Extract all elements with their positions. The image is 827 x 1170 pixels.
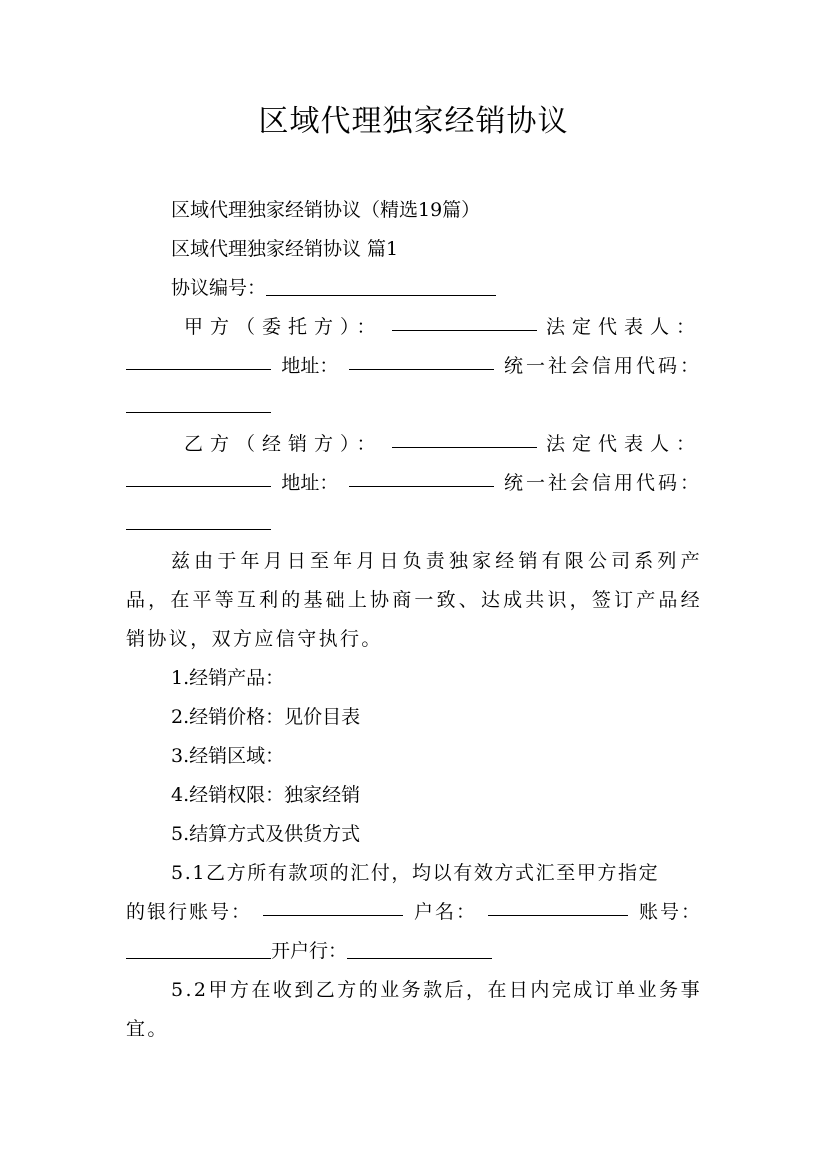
account-name-blank <box>488 893 628 916</box>
item-settlement: 5.结算方式及供货方式 <box>171 823 361 845</box>
item-region: 3.经销区域： <box>171 745 285 767</box>
account-name-label: 户名： <box>413 901 477 923</box>
document-subtitle: 区域代理独家经销协议（精选19篇） <box>171 199 481 221</box>
bank-branch-blank <box>347 936 492 959</box>
party-a-line-3 <box>126 386 702 425</box>
item-authority: 4.经销权限：独家经销 <box>171 784 361 806</box>
item-price: 2.经销价格：见价目表 <box>171 706 361 728</box>
party-b-address-label: 地址： <box>281 472 339 494</box>
intro-paragraph: 兹由于年月日至年月日负责独家经销有限公司系列产品，在平等互利的基础上协商一致、达成共识，签订产品经销协议，双方应信守执行。 <box>126 550 702 650</box>
party-a-legal-rep-label: 法定代表人： <box>545 316 702 338</box>
party-b-address-blank <box>349 464 494 487</box>
party-b-line-1 <box>126 425 702 464</box>
agreement-number-label: 协议编号： <box>171 277 267 299</box>
party-b-line-2 <box>126 464 702 503</box>
clause-5-1-line-2 <box>126 893 702 932</box>
party-a-credit-code-label: 统一社会信用代码： <box>503 355 702 377</box>
document-body <box>126 191 702 1049</box>
section-heading: 区域代理独家经销协议 篇1 <box>171 238 399 260</box>
clause-5-2: 5.2甲方在收到乙方的业务款后，在日内完成订单业务事宜。 <box>126 979 702 1040</box>
item-product: 1.经销产品： <box>171 667 285 689</box>
document-title: 区域代理独家经销协议 <box>258 104 569 139</box>
clause-5-1-line-1: 5.1乙方所有款项的汇付，均以有效方式汇至甲方指定 <box>171 862 660 884</box>
account-number-label: 账号： <box>638 901 702 923</box>
bank-account-blank <box>263 893 403 916</box>
party-a-credit-code-blank <box>126 390 271 413</box>
party-b-label: 乙方（经销方）： <box>184 433 383 455</box>
party-b-name-blank <box>392 425 537 448</box>
party-b-credit-code-label: 统一社会信用代码： <box>503 472 702 494</box>
agreement-number-blank <box>266 273 496 296</box>
clause-5-1-line-3 <box>126 932 702 971</box>
account-number-blank <box>126 936 271 959</box>
agreement-number-line <box>126 269 702 308</box>
bank-branch-label: 开户行： <box>271 940 348 962</box>
party-a-line-2 <box>126 347 702 386</box>
party-b-line-3 <box>126 503 702 542</box>
party-b-legal-rep-blank <box>126 464 271 487</box>
party-a-line-1 <box>126 308 702 347</box>
party-a-name-blank <box>392 308 537 331</box>
party-b-credit-code-blank <box>126 507 271 530</box>
party-a-label: 甲方（委托方）： <box>184 316 383 338</box>
bank-account-label: 的银行账号： <box>126 901 253 923</box>
party-a-address-blank <box>349 347 494 370</box>
party-b-legal-rep-label: 法定代表人： <box>545 433 702 455</box>
party-a-legal-rep-blank <box>126 347 271 370</box>
party-a-address-label: 地址： <box>281 355 339 377</box>
